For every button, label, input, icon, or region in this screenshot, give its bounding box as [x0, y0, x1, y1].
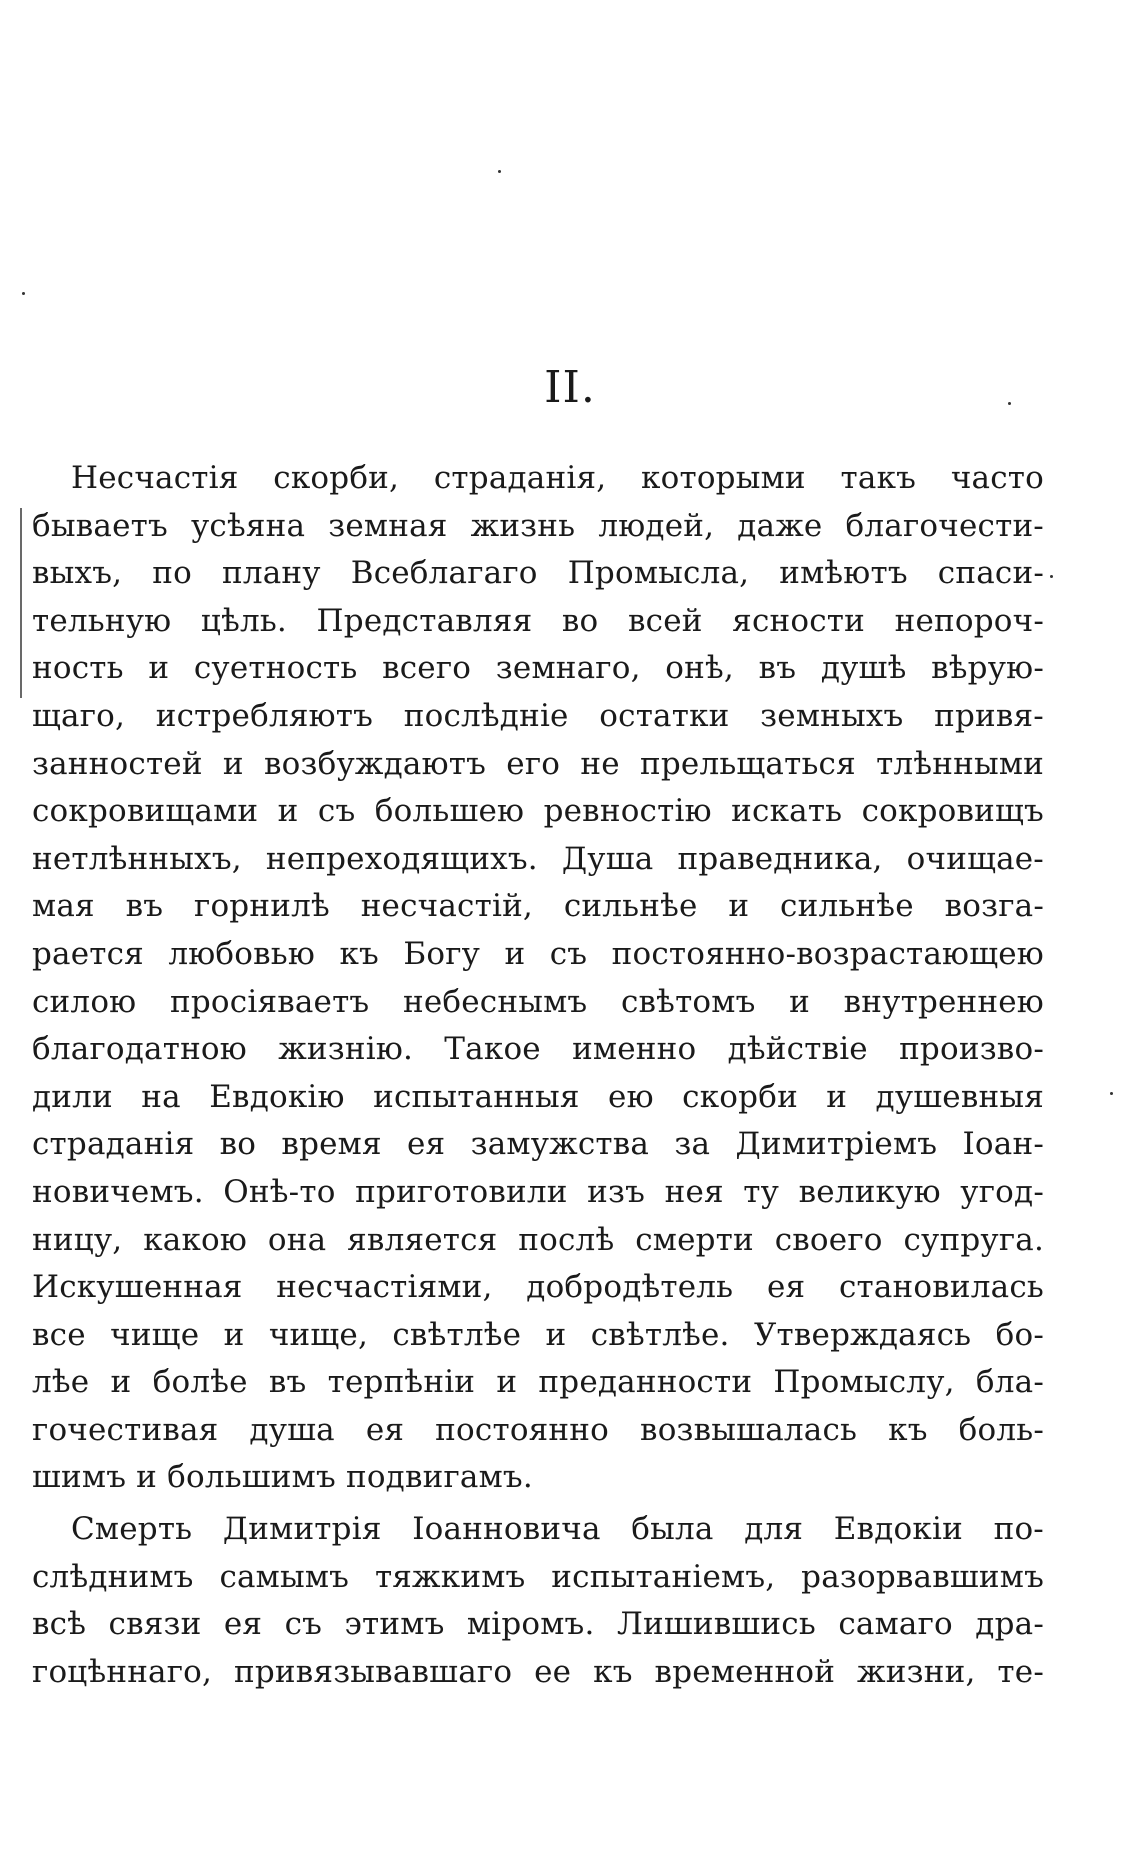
text-line: занностей и возбуждаютъ его не прельщаться тлѣнными — [32, 745, 1044, 782]
margin-rule — [20, 508, 22, 698]
text-line: новичемъ. Онѣ-то приготовили изъ нея ту великую угод- — [32, 1173, 1044, 1210]
text-line: тельную цѣль. Представляя во всей ясности непороч- — [32, 602, 1044, 639]
print-speck — [1110, 1092, 1113, 1095]
text-line: нетлѣнныхъ, непреходящихъ. Душа праведника, очищае- — [32, 840, 1044, 877]
print-speck — [1008, 402, 1011, 405]
paragraph-1 — [32, 455, 1044, 1502]
text-line: щаго, истребляютъ послѣдніе остатки земныхъ привя- — [32, 697, 1044, 734]
text-line: мая въ горнилѣ несчастій, сильнѣе и сильнѣе возга- — [32, 888, 1044, 925]
text-line: Несчастія скорби, страданія, которыми такъ часто — [71, 460, 1044, 496]
text-line: благодатною жизнію. Такое именно дѣйствіе произво- — [32, 1031, 1044, 1068]
text-line: бываетъ усѣяна земная жизнь людей, даже благочести- — [32, 507, 1044, 544]
text-line: Смерть Димитрія Іоанновича была для Евдокіи по- — [71, 1511, 1044, 1548]
print-speck — [1050, 575, 1053, 578]
text-line: силою просіяваетъ небеснымъ свѣтомъ и внутреннею — [32, 983, 1044, 1020]
print-speck — [22, 292, 25, 295]
chapter-heading: II. — [544, 362, 596, 413]
body-text — [32, 455, 1044, 1696]
text-line: ницу, какою она является послѣ смерти своего супруга. — [32, 1221, 1044, 1258]
paragraph-2 — [32, 1506, 1044, 1696]
text-line: всѣ связи ея съ этимъ міромъ. Лишившись самаго дра- — [32, 1606, 1044, 1643]
text-line: лѣе и болѣе въ терпѣніи и преданности Промыслу, бла- — [32, 1364, 1044, 1401]
text-line: гочестивая душа ея постоянно возвышалась къ боль- — [32, 1411, 1044, 1448]
text-line: шимъ и большимъ подвигамъ. — [32, 1459, 533, 1496]
text-line: выхъ, по плану Всеблагаго Промысла, имѣютъ спаси- — [32, 555, 1044, 592]
text-line: слѣднимъ самымъ тяжкимъ испытаніемъ, разорвавшимъ — [32, 1558, 1044, 1595]
text-line: гоцѣннаго, привязывавшаго ее къ временной жизни, те- — [32, 1653, 1044, 1690]
text-line: рается любовью къ Богу и съ постоянно-возрастающею — [32, 935, 1044, 972]
text-line: ность и суетность всего земнаго, онѣ, въ душѣ вѣрую- — [32, 650, 1044, 687]
text-line: все чище и чище, свѣтлѣе и свѣтлѣе. Утверждаясь бо- — [32, 1316, 1044, 1353]
text-line: Искушенная несчастіями, добродѣтель ея становилась — [32, 1269, 1044, 1306]
text-line: сокровищами и съ большею ревностію искать сокровищъ — [32, 793, 1044, 830]
text-line: страданія во время ея замужства за Димитріемъ Іоан- — [32, 1126, 1044, 1163]
print-speck — [498, 170, 501, 173]
text-line: дили на Евдокію испытанныя ею скорби и душевныя — [32, 1078, 1044, 1115]
